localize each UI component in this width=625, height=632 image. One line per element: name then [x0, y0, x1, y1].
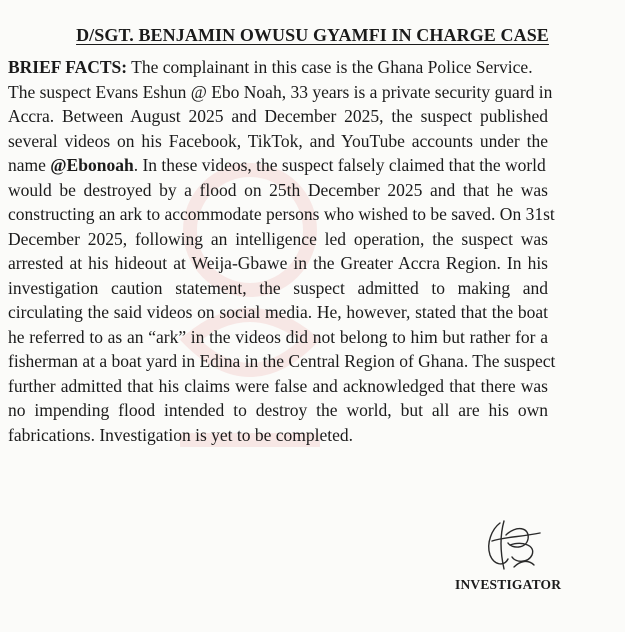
brief-facts-line-9: arrested at his hideout at Weija-Gbawe in the Greater Accra Region. In his — [8, 253, 548, 273]
brief-facts-line-13: fisherman at a boat yard in Edina in the Central Region of Ghana. The suspect — [8, 351, 556, 371]
brief-facts-line-5: name @Ebonoah. In these videos, the suspect falsely claimed that the world — [8, 155, 546, 175]
signature — [470, 515, 550, 575]
brief-facts-line-2: The suspect Evans Eshun @ Ebo Noah, 33 years is a private security guard in — [8, 81, 553, 102]
brief-facts-line-16: fabrications. Investigation is yet to be completed. — [8, 424, 354, 445]
brief-facts-line-6: would be destroyed by a flood on 25th December 2025 and that he was — [8, 179, 548, 200]
brief-facts-line-7: constructing an ark to accommodate persons who wished to be saved. On 31st — [8, 204, 555, 224]
brief-facts-line-11: circulating the said videos on social media. He, however, stated that the boat — [8, 302, 548, 322]
brief-facts-line-14: further admitted that his claims were false and acknowledged that there was — [8, 375, 548, 396]
investigator-label: INVESTIGATOR — [455, 577, 562, 592]
brief-facts-line-8: December 2025, following an intelligence led operation, the suspect was — [8, 228, 548, 249]
case-heading: D/SGT. BENJAMIN OWUSU GYAMFI IN CHARGE CASE — [76, 25, 549, 45]
brief-facts-line-10: investigation caution statement, the suspect admitted to making and — [8, 277, 548, 298]
brief-facts-line-3: Accra. Between August 2025 and December 2025, the suspect published — [8, 106, 548, 126]
brief-facts-line-4: several videos on his Facebook, TikTok, and YouTube accounts under the — [8, 130, 548, 151]
social-handle: @Ebonoah — [50, 155, 134, 175]
brief-facts-line-12: he referred to as an “ark” in the videos did not belong to him but rather for a — [8, 326, 548, 347]
brief-facts-line-15: no impending flood intended to destroy the world, but all are his own — [8, 400, 548, 420]
brief-facts-line-1: BRIEF FACTS: The complainant in this case is the Ghana Police Service. — [8, 57, 533, 77]
brief-facts-label: BRIEF FACTS: — [8, 57, 128, 77]
